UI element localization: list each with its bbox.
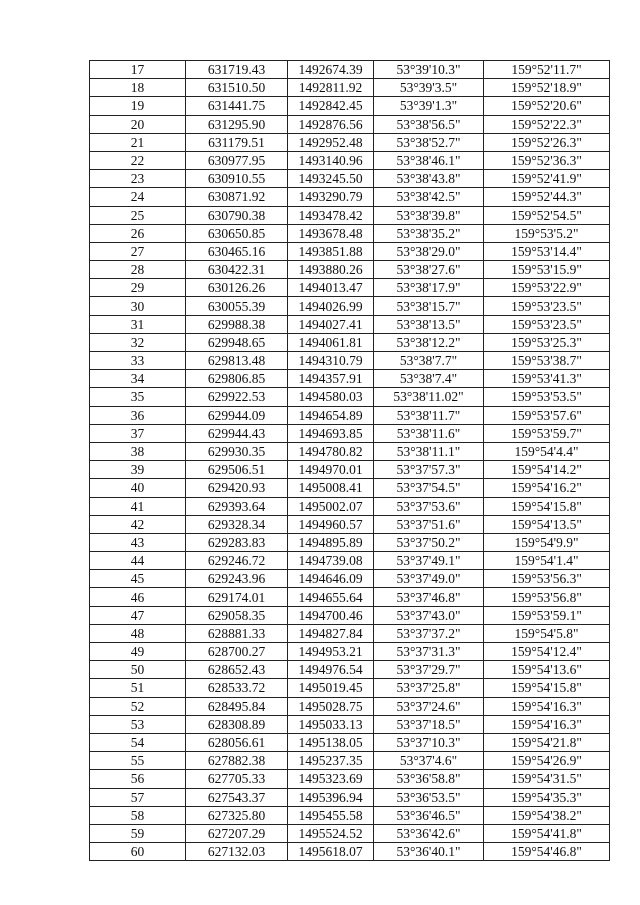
latitude-cell: 53°38'52.7" xyxy=(374,133,484,151)
point-number-cell: 54 xyxy=(90,733,186,751)
point-number-cell: 42 xyxy=(90,515,186,533)
longitude-cell: 159°54'13.6" xyxy=(484,661,610,679)
longitude-cell: 159°52'44.3" xyxy=(484,188,610,206)
point-number-cell: 40 xyxy=(90,479,186,497)
latitude-cell: 53°37'24.6" xyxy=(374,697,484,715)
point-number-cell: 51 xyxy=(90,679,186,697)
longitude-cell: 159°53'41.3" xyxy=(484,370,610,388)
longitude-cell: 159°54'12.4" xyxy=(484,643,610,661)
latitude-cell: 53°38'46.1" xyxy=(374,151,484,169)
point-number-cell: 22 xyxy=(90,151,186,169)
y-coordinate-cell: 1494580.03 xyxy=(288,388,374,406)
point-number-cell: 43 xyxy=(90,533,186,551)
point-number-cell: 19 xyxy=(90,97,186,115)
table-row xyxy=(90,188,610,206)
latitude-cell: 53°37'29.7" xyxy=(374,661,484,679)
y-coordinate-cell: 1495323.69 xyxy=(288,770,374,788)
x-coordinate-cell: 631295.90 xyxy=(186,115,288,133)
y-coordinate-cell: 1492674.39 xyxy=(288,61,374,79)
point-number-cell: 24 xyxy=(90,188,186,206)
table-row xyxy=(90,242,610,260)
x-coordinate-cell: 630790.38 xyxy=(186,206,288,224)
x-coordinate-cell: 629058.35 xyxy=(186,606,288,624)
longitude-cell: 159°52'20.6" xyxy=(484,97,610,115)
latitude-cell: 53°37'46.8" xyxy=(374,588,484,606)
x-coordinate-cell: 629283.83 xyxy=(186,533,288,551)
y-coordinate-cell: 1495138.05 xyxy=(288,733,374,751)
x-coordinate-cell: 629420.93 xyxy=(186,479,288,497)
table-row xyxy=(90,515,610,533)
table-row xyxy=(90,752,610,770)
y-coordinate-cell: 1495028.75 xyxy=(288,697,374,715)
table-row xyxy=(90,97,610,115)
table-row xyxy=(90,479,610,497)
table-row xyxy=(90,388,610,406)
longitude-cell: 159°53'23.5" xyxy=(484,297,610,315)
latitude-cell: 53°38'42.5" xyxy=(374,188,484,206)
table-row xyxy=(90,715,610,733)
latitude-cell: 53°38'56.5" xyxy=(374,115,484,133)
x-coordinate-cell: 629174.01 xyxy=(186,588,288,606)
y-coordinate-cell: 1495033.13 xyxy=(288,715,374,733)
point-number-cell: 36 xyxy=(90,406,186,424)
point-number-cell: 17 xyxy=(90,61,186,79)
x-coordinate-cell: 629246.72 xyxy=(186,552,288,570)
y-coordinate-cell: 1495008.41 xyxy=(288,479,374,497)
longitude-cell: 159°52'22.3" xyxy=(484,115,610,133)
y-coordinate-cell: 1495237.35 xyxy=(288,752,374,770)
y-coordinate-cell: 1493880.26 xyxy=(288,261,374,279)
table-row xyxy=(90,297,610,315)
longitude-cell: 159°53'59.1" xyxy=(484,606,610,624)
y-coordinate-cell: 1493478.42 xyxy=(288,206,374,224)
y-coordinate-cell: 1494693.85 xyxy=(288,424,374,442)
longitude-cell: 159°52'26.3" xyxy=(484,133,610,151)
table-row xyxy=(90,606,610,624)
point-number-cell: 47 xyxy=(90,606,186,624)
x-coordinate-cell: 630126.26 xyxy=(186,279,288,297)
latitude-cell: 53°37'57.3" xyxy=(374,461,484,479)
longitude-cell: 159°54'16.3" xyxy=(484,715,610,733)
point-number-cell: 48 xyxy=(90,624,186,642)
x-coordinate-cell: 629922.53 xyxy=(186,388,288,406)
latitude-cell: 53°37'54.5" xyxy=(374,479,484,497)
x-coordinate-cell: 630422.31 xyxy=(186,261,288,279)
table-row xyxy=(90,279,610,297)
latitude-cell: 53°37'18.5" xyxy=(374,715,484,733)
point-number-cell: 33 xyxy=(90,352,186,370)
latitude-cell: 53°37'50.2" xyxy=(374,533,484,551)
point-number-cell: 31 xyxy=(90,315,186,333)
x-coordinate-cell: 630910.55 xyxy=(186,170,288,188)
table-row xyxy=(90,315,610,333)
latitude-cell: 53°36'46.5" xyxy=(374,806,484,824)
table-row xyxy=(90,770,610,788)
y-coordinate-cell: 1495618.07 xyxy=(288,843,374,861)
coordinates-table-body xyxy=(90,61,610,861)
latitude-cell: 53°39'3.5" xyxy=(374,79,484,97)
longitude-cell: 159°54'15.8" xyxy=(484,679,610,697)
table-row xyxy=(90,843,610,861)
y-coordinate-cell: 1495455.58 xyxy=(288,806,374,824)
point-number-cell: 58 xyxy=(90,806,186,824)
x-coordinate-cell: 629393.64 xyxy=(186,497,288,515)
table-row xyxy=(90,552,610,570)
point-number-cell: 26 xyxy=(90,224,186,242)
table-row xyxy=(90,588,610,606)
table-row xyxy=(90,788,610,806)
latitude-cell: 53°38'27.6" xyxy=(374,261,484,279)
longitude-cell: 159°54'46.8" xyxy=(484,843,610,861)
table-row xyxy=(90,624,610,642)
table-row xyxy=(90,697,610,715)
y-coordinate-cell: 1495019.45 xyxy=(288,679,374,697)
x-coordinate-cell: 627207.29 xyxy=(186,824,288,842)
longitude-cell: 159°53'5.2" xyxy=(484,224,610,242)
coordinates-table xyxy=(89,60,610,861)
table-row xyxy=(90,733,610,751)
point-number-cell: 41 xyxy=(90,497,186,515)
longitude-cell: 159°53'56.3" xyxy=(484,570,610,588)
x-coordinate-cell: 628652.43 xyxy=(186,661,288,679)
longitude-cell: 159°54'14.2" xyxy=(484,461,610,479)
table-row xyxy=(90,61,610,79)
point-number-cell: 20 xyxy=(90,115,186,133)
x-coordinate-cell: 627882.38 xyxy=(186,752,288,770)
x-coordinate-cell: 628495.84 xyxy=(186,697,288,715)
x-coordinate-cell: 629948.65 xyxy=(186,333,288,351)
longitude-cell: 159°54'41.8" xyxy=(484,824,610,842)
x-coordinate-cell: 630465.16 xyxy=(186,242,288,260)
x-coordinate-cell: 630650.85 xyxy=(186,224,288,242)
y-coordinate-cell: 1493140.96 xyxy=(288,151,374,169)
longitude-cell: 159°53'23.5" xyxy=(484,315,610,333)
longitude-cell: 159°53'56.8" xyxy=(484,588,610,606)
x-coordinate-cell: 628308.89 xyxy=(186,715,288,733)
point-number-cell: 30 xyxy=(90,297,186,315)
longitude-cell: 159°52'54.5" xyxy=(484,206,610,224)
y-coordinate-cell: 1494895.89 xyxy=(288,533,374,551)
latitude-cell: 53°36'58.8" xyxy=(374,770,484,788)
latitude-cell: 53°36'53.5" xyxy=(374,788,484,806)
latitude-cell: 53°37'10.3" xyxy=(374,733,484,751)
point-number-cell: 23 xyxy=(90,170,186,188)
table-row xyxy=(90,79,610,97)
latitude-cell: 53°37'37.2" xyxy=(374,624,484,642)
longitude-cell: 159°52'41.9" xyxy=(484,170,610,188)
table-row xyxy=(90,370,610,388)
latitude-cell: 53°37'25.8" xyxy=(374,679,484,697)
longitude-cell: 159°53'53.5" xyxy=(484,388,610,406)
x-coordinate-cell: 629806.85 xyxy=(186,370,288,388)
x-coordinate-cell: 631719.43 xyxy=(186,61,288,79)
latitude-cell: 53°37'43.0" xyxy=(374,606,484,624)
longitude-cell: 159°54'38.2" xyxy=(484,806,610,824)
point-number-cell: 34 xyxy=(90,370,186,388)
x-coordinate-cell: 631179.51 xyxy=(186,133,288,151)
longitude-cell: 159°54'26.9" xyxy=(484,752,610,770)
x-coordinate-cell: 627705.33 xyxy=(186,770,288,788)
y-coordinate-cell: 1494646.09 xyxy=(288,570,374,588)
longitude-cell: 159°53'59.7" xyxy=(484,424,610,442)
y-coordinate-cell: 1494827.84 xyxy=(288,624,374,642)
longitude-cell: 159°52'11.7" xyxy=(484,61,610,79)
x-coordinate-cell: 629506.51 xyxy=(186,461,288,479)
point-number-cell: 35 xyxy=(90,388,186,406)
longitude-cell: 159°54'13.5" xyxy=(484,515,610,533)
latitude-cell: 53°38'11.02" xyxy=(374,388,484,406)
y-coordinate-cell: 1492811.92 xyxy=(288,79,374,97)
latitude-cell: 53°37'4.6" xyxy=(374,752,484,770)
point-number-cell: 50 xyxy=(90,661,186,679)
table-row xyxy=(90,333,610,351)
longitude-cell: 159°54'4.4" xyxy=(484,442,610,460)
x-coordinate-cell: 627543.37 xyxy=(186,788,288,806)
point-number-cell: 37 xyxy=(90,424,186,442)
table-row xyxy=(90,442,610,460)
x-coordinate-cell: 630977.95 xyxy=(186,151,288,169)
x-coordinate-cell: 631510.50 xyxy=(186,79,288,97)
y-coordinate-cell: 1494970.01 xyxy=(288,461,374,479)
point-number-cell: 29 xyxy=(90,279,186,297)
latitude-cell: 53°38'39.8" xyxy=(374,206,484,224)
point-number-cell: 44 xyxy=(90,552,186,570)
point-number-cell: 27 xyxy=(90,242,186,260)
y-coordinate-cell: 1492952.48 xyxy=(288,133,374,151)
y-coordinate-cell: 1492842.45 xyxy=(288,97,374,115)
table-row xyxy=(90,133,610,151)
y-coordinate-cell: 1494026.99 xyxy=(288,297,374,315)
y-coordinate-cell: 1493245.50 xyxy=(288,170,374,188)
table-row xyxy=(90,352,610,370)
latitude-cell: 53°37'51.6" xyxy=(374,515,484,533)
latitude-cell: 53°38'15.7" xyxy=(374,297,484,315)
x-coordinate-cell: 627132.03 xyxy=(186,843,288,861)
longitude-cell: 159°53'22.9" xyxy=(484,279,610,297)
x-coordinate-cell: 630055.39 xyxy=(186,297,288,315)
y-coordinate-cell: 1493851.88 xyxy=(288,242,374,260)
table-row xyxy=(90,497,610,515)
latitude-cell: 53°37'49.1" xyxy=(374,552,484,570)
table-row xyxy=(90,224,610,242)
table-row xyxy=(90,806,610,824)
table-row xyxy=(90,151,610,169)
point-number-cell: 32 xyxy=(90,333,186,351)
x-coordinate-cell: 628881.33 xyxy=(186,624,288,642)
y-coordinate-cell: 1495002.07 xyxy=(288,497,374,515)
longitude-cell: 159°54'35.3" xyxy=(484,788,610,806)
latitude-cell: 53°38'13.5" xyxy=(374,315,484,333)
y-coordinate-cell: 1494976.54 xyxy=(288,661,374,679)
table-row xyxy=(90,533,610,551)
longitude-cell: 159°53'14.4" xyxy=(484,242,610,260)
table-row xyxy=(90,661,610,679)
x-coordinate-cell: 627325.80 xyxy=(186,806,288,824)
y-coordinate-cell: 1494013.47 xyxy=(288,279,374,297)
table-row xyxy=(90,406,610,424)
latitude-cell: 53°36'42.6" xyxy=(374,824,484,842)
x-coordinate-cell: 628533.72 xyxy=(186,679,288,697)
longitude-cell: 159°54'31.5" xyxy=(484,770,610,788)
longitude-cell: 159°54'5.8" xyxy=(484,624,610,642)
table-row xyxy=(90,424,610,442)
y-coordinate-cell: 1494654.89 xyxy=(288,406,374,424)
longitude-cell: 159°53'57.6" xyxy=(484,406,610,424)
latitude-cell: 53°37'49.0" xyxy=(374,570,484,588)
y-coordinate-cell: 1493678.48 xyxy=(288,224,374,242)
latitude-cell: 53°39'10.3" xyxy=(374,61,484,79)
table-row xyxy=(90,824,610,842)
longitude-cell: 159°52'18.9" xyxy=(484,79,610,97)
longitude-cell: 159°54'9.9" xyxy=(484,533,610,551)
y-coordinate-cell: 1495396.94 xyxy=(288,788,374,806)
x-coordinate-cell: 629944.43 xyxy=(186,424,288,442)
y-coordinate-cell: 1493290.79 xyxy=(288,188,374,206)
table-row xyxy=(90,206,610,224)
y-coordinate-cell: 1494700.46 xyxy=(288,606,374,624)
x-coordinate-cell: 630871.92 xyxy=(186,188,288,206)
point-number-cell: 55 xyxy=(90,752,186,770)
x-coordinate-cell: 631441.75 xyxy=(186,97,288,115)
latitude-cell: 53°38'35.2" xyxy=(374,224,484,242)
latitude-cell: 53°38'12.2" xyxy=(374,333,484,351)
latitude-cell: 53°38'17.9" xyxy=(374,279,484,297)
x-coordinate-cell: 629243.96 xyxy=(186,570,288,588)
y-coordinate-cell: 1494960.57 xyxy=(288,515,374,533)
latitude-cell: 53°38'29.0" xyxy=(374,242,484,260)
y-coordinate-cell: 1494739.08 xyxy=(288,552,374,570)
longitude-cell: 159°53'38.7" xyxy=(484,352,610,370)
y-coordinate-cell: 1494027.41 xyxy=(288,315,374,333)
table-row xyxy=(90,461,610,479)
y-coordinate-cell: 1494780.82 xyxy=(288,442,374,460)
point-number-cell: 52 xyxy=(90,697,186,715)
point-number-cell: 60 xyxy=(90,843,186,861)
latitude-cell: 53°38'11.6" xyxy=(374,424,484,442)
point-number-cell: 18 xyxy=(90,79,186,97)
latitude-cell: 53°38'43.8" xyxy=(374,170,484,188)
table-row xyxy=(90,170,610,188)
point-number-cell: 39 xyxy=(90,461,186,479)
table-row xyxy=(90,570,610,588)
point-number-cell: 21 xyxy=(90,133,186,151)
table-row xyxy=(90,261,610,279)
point-number-cell: 28 xyxy=(90,261,186,279)
point-number-cell: 25 xyxy=(90,206,186,224)
longitude-cell: 159°54'1.4" xyxy=(484,552,610,570)
longitude-cell: 159°54'16.2" xyxy=(484,479,610,497)
longitude-cell: 159°53'15.9" xyxy=(484,261,610,279)
x-coordinate-cell: 628056.61 xyxy=(186,733,288,751)
x-coordinate-cell: 629813.48 xyxy=(186,352,288,370)
latitude-cell: 53°39'1.3" xyxy=(374,97,484,115)
y-coordinate-cell: 1492876.56 xyxy=(288,115,374,133)
x-coordinate-cell: 629944.09 xyxy=(186,406,288,424)
longitude-cell: 159°54'15.8" xyxy=(484,497,610,515)
x-coordinate-cell: 628700.27 xyxy=(186,643,288,661)
latitude-cell: 53°37'53.6" xyxy=(374,497,484,515)
y-coordinate-cell: 1494310.79 xyxy=(288,352,374,370)
y-coordinate-cell: 1494357.91 xyxy=(288,370,374,388)
latitude-cell: 53°38'7.7" xyxy=(374,352,484,370)
longitude-cell: 159°53'25.3" xyxy=(484,333,610,351)
table-row xyxy=(90,115,610,133)
point-number-cell: 46 xyxy=(90,588,186,606)
latitude-cell: 53°38'11.1" xyxy=(374,442,484,460)
point-number-cell: 38 xyxy=(90,442,186,460)
point-number-cell: 57 xyxy=(90,788,186,806)
table-row xyxy=(90,679,610,697)
latitude-cell: 53°37'31.3" xyxy=(374,643,484,661)
y-coordinate-cell: 1495524.52 xyxy=(288,824,374,842)
y-coordinate-cell: 1494655.64 xyxy=(288,588,374,606)
y-coordinate-cell: 1494061.81 xyxy=(288,333,374,351)
longitude-cell: 159°54'16.3" xyxy=(484,697,610,715)
point-number-cell: 56 xyxy=(90,770,186,788)
point-number-cell: 45 xyxy=(90,570,186,588)
latitude-cell: 53°38'11.7" xyxy=(374,406,484,424)
x-coordinate-cell: 629328.34 xyxy=(186,515,288,533)
point-number-cell: 59 xyxy=(90,824,186,842)
longitude-cell: 159°54'21.8" xyxy=(484,733,610,751)
longitude-cell: 159°52'36.3" xyxy=(484,151,610,169)
point-number-cell: 49 xyxy=(90,643,186,661)
x-coordinate-cell: 629930.35 xyxy=(186,442,288,460)
latitude-cell: 53°36'40.1" xyxy=(374,843,484,861)
latitude-cell: 53°38'7.4" xyxy=(374,370,484,388)
y-coordinate-cell: 1494953.21 xyxy=(288,643,374,661)
point-number-cell: 53 xyxy=(90,715,186,733)
x-coordinate-cell: 629988.38 xyxy=(186,315,288,333)
table-row xyxy=(90,643,610,661)
